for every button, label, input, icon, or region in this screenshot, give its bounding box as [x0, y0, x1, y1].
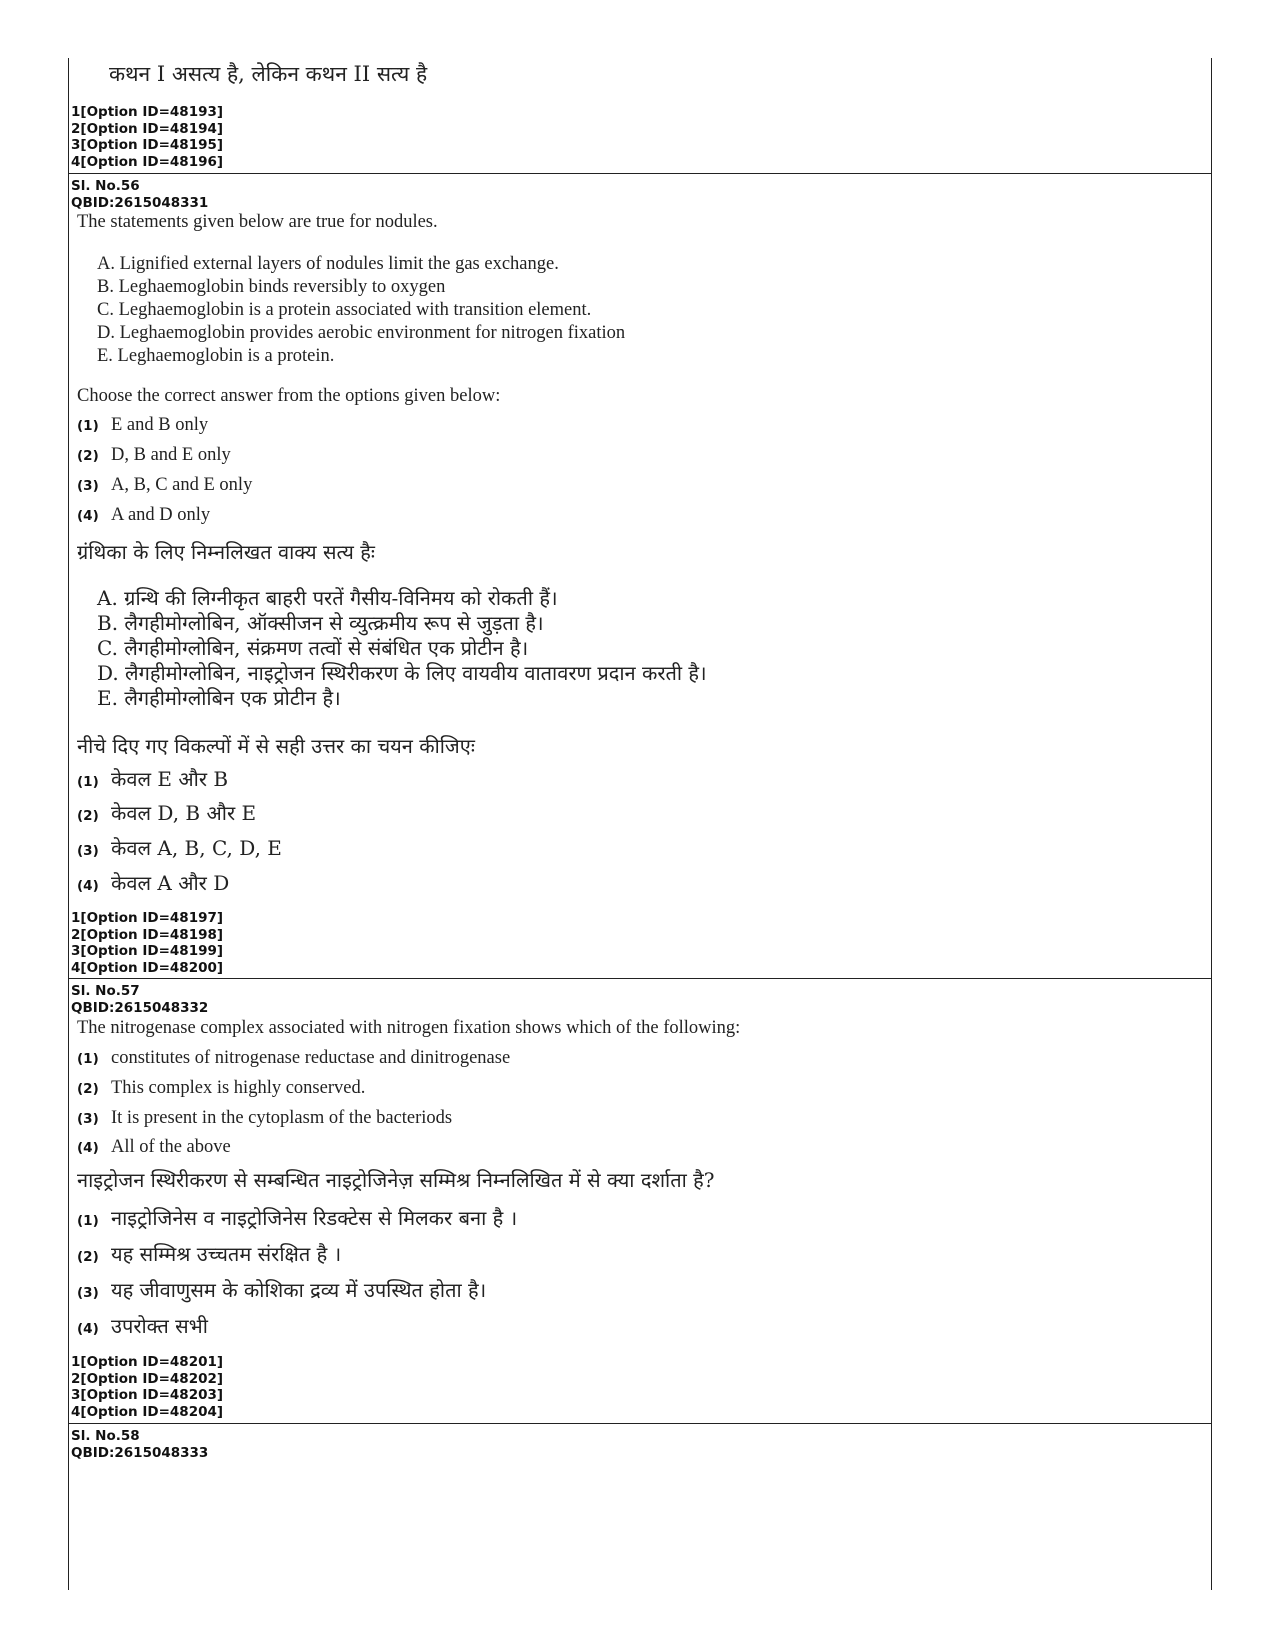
- q56-hindi-statement-c: C. लैगहीमोग्लोबिन, संक्रमण तत्वों से संबंधित एक प्रोटीन है।: [97, 636, 529, 660]
- option-number: (3): [77, 478, 99, 494]
- q57-en-option-2[interactable]: [77, 1078, 365, 1099]
- option-number: (1): [77, 774, 99, 790]
- section-divider: [69, 1423, 1211, 1424]
- option-text: D, B and E only: [111, 445, 231, 465]
- q57-hi-option-3[interactable]: [77, 1276, 486, 1303]
- option-text: A and D only: [111, 505, 211, 525]
- option-text: केवल D, B और E: [111, 801, 257, 825]
- q56-hindi-statement-b: B. लैगहीमोग्लोबिन, ऑक्सीजन से व्युत्क्रमीय रूप से जुड़ता है।: [97, 611, 544, 635]
- serial-number: Sl. No.56: [71, 178, 140, 194]
- option-text: A, B, C and E only: [111, 475, 253, 495]
- q56-statement-a: A. Lignified external layers of nodules limit the gas exchange.: [97, 254, 559, 274]
- option-number: (1): [77, 1213, 99, 1229]
- q56-hindi-statement-e: E. लैगहीमोग्लोबिन एक प्रोटीन है।: [97, 686, 341, 710]
- q56-header: [71, 178, 208, 211]
- option-number: (2): [77, 1249, 99, 1265]
- option-text: It is present in the cytoplasm of the bacteriods: [111, 1108, 453, 1128]
- option-number: (3): [77, 1285, 99, 1301]
- option-id: 2[Option ID=48194]: [71, 120, 224, 137]
- previous-option-4-text: कथन I असत्य है, लेकिन कथन II सत्य है: [109, 62, 428, 86]
- q56-hi-option-4[interactable]: [77, 869, 229, 896]
- option-text: केवल A, B, C, D, E: [111, 836, 282, 860]
- serial-number: Sl. No.57: [71, 983, 140, 999]
- option-text: This complex is highly conserved.: [111, 1078, 366, 1098]
- q56-hindi-choose: नीचे दिए गए विकल्पों में से सही उत्तर का चयन कीजिएः: [77, 734, 475, 758]
- q56-hi-option-1[interactable]: [77, 765, 228, 792]
- q56-statement-c: C. Leghaemoglobin is a protein associated with transition element.: [97, 300, 592, 320]
- option-number: (1): [77, 418, 99, 434]
- q57-header: [71, 983, 208, 1016]
- option-text: उपरोक्त सभी: [111, 1314, 208, 1338]
- option-text: यह सम्मिश्र उच्चतम संरक्षित है ।: [111, 1242, 342, 1266]
- option-id: 2[Option ID=48202]: [71, 1370, 224, 1387]
- q57-en-option-4[interactable]: [77, 1137, 231, 1158]
- section-divider: [69, 978, 1211, 979]
- q56-hindi-statement-a: A. ग्रन्थि की लिग्नीकृत बाहरी परतें गैसीय-विनिमय को रोकती हैं।: [97, 586, 558, 610]
- q57-hi-option-4[interactable]: [77, 1312, 208, 1339]
- q57-en-option-3[interactable]: [77, 1108, 452, 1129]
- option-number: (4): [77, 1140, 99, 1156]
- option-text: E and B only: [111, 415, 209, 435]
- option-id: 1[Option ID=48193]: [71, 104, 224, 120]
- q56-en-option-4[interactable]: [77, 505, 210, 526]
- qbid: QBID:2615048331: [71, 194, 209, 211]
- option-text: constitutes of nitrogenase reductase and dinitrogenase: [111, 1048, 511, 1068]
- q57-hi-option-2[interactable]: [77, 1240, 341, 1267]
- q56-statement-b: B. Leghaemoglobin binds reversibly to oxygen: [97, 277, 446, 297]
- option-text: केवल E और B: [111, 767, 229, 791]
- q56-english-choose: Choose the correct answer from the options given below:: [77, 386, 501, 406]
- q56-en-option-3[interactable]: [77, 475, 252, 496]
- section-divider: [69, 173, 1211, 174]
- option-id: 1[Option ID=48197]: [71, 910, 224, 926]
- option-number: (4): [77, 878, 99, 894]
- option-text: All of the above: [111, 1137, 231, 1157]
- q56-english-intro: The statements given below are true for nodules.: [77, 212, 438, 232]
- option-id: 4[Option ID=48196]: [71, 153, 224, 170]
- q56-statement-e: E. Leghaemoglobin is a protein.: [97, 346, 335, 366]
- qbid: QBID:2615048332: [71, 999, 209, 1016]
- q57-option-ids: [71, 1354, 223, 1420]
- option-text: नाइट्रोजिनेस व नाइट्रोजिनेस रिडक्टेस से मिलकर बना है ।: [111, 1206, 518, 1230]
- q56-hi-option-3[interactable]: [77, 834, 282, 861]
- q56-hindi-statement-d: D. लैगहीमोग्लोबिन, नाइट्रोजन स्थिरीकरण के लिए वायवीय वातावरण प्रदान करती है।: [97, 661, 707, 685]
- q56-statement-d: D. Leghaemoglobin provides aerobic environment for nitrogen fixation: [97, 323, 626, 343]
- q58-header: [71, 1428, 208, 1461]
- option-number: (4): [77, 1321, 99, 1337]
- option-id: 2[Option ID=48198]: [71, 926, 224, 943]
- option-id: 4[Option ID=48204]: [71, 1403, 224, 1420]
- page-frame: [68, 58, 1212, 1590]
- option-number: (3): [77, 1111, 99, 1127]
- option-number: (1): [77, 1051, 99, 1067]
- previous-option-ids: [71, 104, 223, 170]
- q56-option-ids: [71, 910, 223, 976]
- q57-hi-option-1[interactable]: [77, 1204, 517, 1231]
- qbid: QBID:2615048333: [71, 1444, 209, 1461]
- q57-en-option-1[interactable]: [77, 1048, 510, 1069]
- q56-en-option-2[interactable]: [77, 445, 231, 466]
- option-text: यह जीवाणुसम के कोशिका द्रव्य में उपस्थित होता है।: [111, 1278, 487, 1302]
- option-id: 3[Option ID=48195]: [71, 137, 224, 153]
- option-id: 1[Option ID=48201]: [71, 1354, 224, 1370]
- serial-number: Sl. No.58: [71, 1428, 140, 1444]
- option-id: 3[Option ID=48199]: [71, 943, 224, 959]
- q56-hindi-intro: ग्रंथिका के लिए निम्नलिखत वाक्य सत्य हैः: [77, 540, 375, 564]
- option-id: 3[Option ID=48203]: [71, 1387, 224, 1403]
- option-number: (2): [77, 448, 99, 464]
- q56-en-option-1[interactable]: [77, 415, 208, 436]
- option-number: (4): [77, 508, 99, 524]
- option-id: 4[Option ID=48200]: [71, 959, 224, 976]
- q57-english-question: The nitrogenase complex associated with nitrogen fixation shows which of the following:: [77, 1018, 741, 1038]
- option-number: (2): [77, 1081, 99, 1097]
- q57-hindi-question: नाइट्रोजन स्थिरीकरण से सम्बन्धित नाइट्रोजिनेज़ सम्मिश्र निम्नलिखित में से क्या दर्शाता है?: [77, 1168, 715, 1192]
- option-number: (2): [77, 808, 99, 824]
- option-number: (3): [77, 843, 99, 859]
- option-text: केवल A और D: [111, 871, 230, 895]
- q56-hi-option-2[interactable]: [77, 799, 256, 826]
